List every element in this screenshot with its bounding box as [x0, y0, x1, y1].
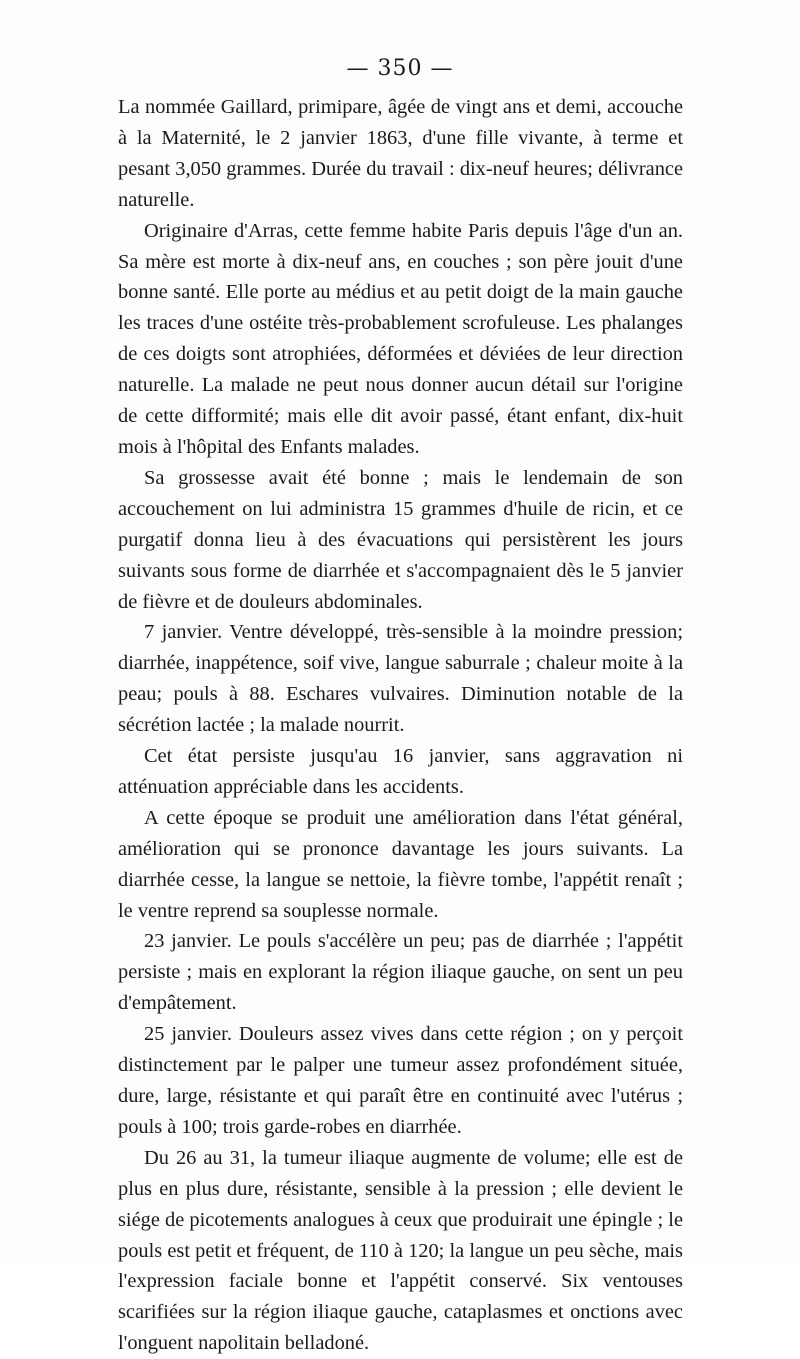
paragraph-intro: La nommée Gaillard, primipare, âgée de vingt ans et demi, accouche à la Maternité, le 2 janvier 1863, d'une fille vivante, à terme et pesant 3,050 grammes. Durée du travail : dix-neuf heures; délivrance naturelle.	[118, 96, 683, 211]
paragraph-jan-23: 23 janvier. Le pouls s'accélère un peu; pas de diarrhée ; l'appétit persiste ; mais en explorant la région iliaque gauche, on sent un peu d'empâtement.	[118, 930, 683, 1015]
paragraph-pregnancy: Sa grossesse avait été bonne ; mais le lendemain de son accouchement on lui administra 15 grammes d'huile de ricin, et ce purgatif donna lieu à des évacuations qui persistèrent les jours suivants sous forme de diarrhée et s'accompagnaient dès le 5 janvier de fièvre et de douleurs abdominales.	[118, 466, 683, 613]
body-text	[118, 92, 683, 1359]
paragraph-jan-16: Cet état persiste jusqu'au 16 janvier, sans aggravation ni atténuation appréciable dans les accidents.	[118, 745, 683, 798]
paragraph-origin: Originaire d'Arras, cette femme habite Paris depuis l'âge d'un an. Sa mère est morte à dix-neuf ans, en couches ; son père jouit d'une bonne santé. Elle porte au médius et au petit doigt de la main gauche les traces d'une ostéite très-probablement scrofuleuse. Les phalanges de ces doigts sont atrophiées, déformées et déviées de leur direction naturelle. La malade ne peut nous donner aucun détail sur l'origine de cette difformité; mais elle dit avoir passé, étant enfant, dix-huit mois à l'hôpital des Enfants malades.	[118, 219, 683, 458]
page-number: — 350 —	[346, 56, 454, 81]
paragraph-jan-7: 7 janvier. Ventre développé, très-sensible à la moindre pression; diarrhée, inappétence, soif vive, langue saburrale ; chaleur moite à la peau; pouls à 88. Eschares vulvaires. Diminution notable de la sécrétion lactée ; la malade nourrit.	[118, 621, 683, 737]
paragraph-improvement: A cette époque se produit une amélioration dans l'état général, amélioration qui se prononce davantage les jours suivants. La diarrhée cesse, la langue se nettoie, la fièvre tombe, l'appétit renaît ; le ventre reprend sa souplesse normale.	[118, 806, 683, 922]
paragraph-jan-25: 25 janvier. Douleurs assez vives dans cette région ; on y perçoit distinctement par le palper une tumeur assez profondément située, dure, large, résistante et qui paraît être en continuité avec l'utérus ; pouls à 100; trois garde-robes en diarrhée.	[118, 1023, 683, 1138]
paragraph-jan-26-31: Du 26 au 31, la tumeur iliaque augmente de volume; elle est de plus en plus dure, résistante, sensible à la pression ; elle devient le siége de picotements analogues à ceux que produirait une épingle ; le pouls est petit et fréquent, de 110 à 120; la langue un peu sèche, mais l'expression faciale bonne et l'appétit conservé. Six ventouses scarifiées sur la région iliaque gauche, cataplasmes et onctions avec l'onguent napolitain belladoné.	[118, 1146, 683, 1355]
